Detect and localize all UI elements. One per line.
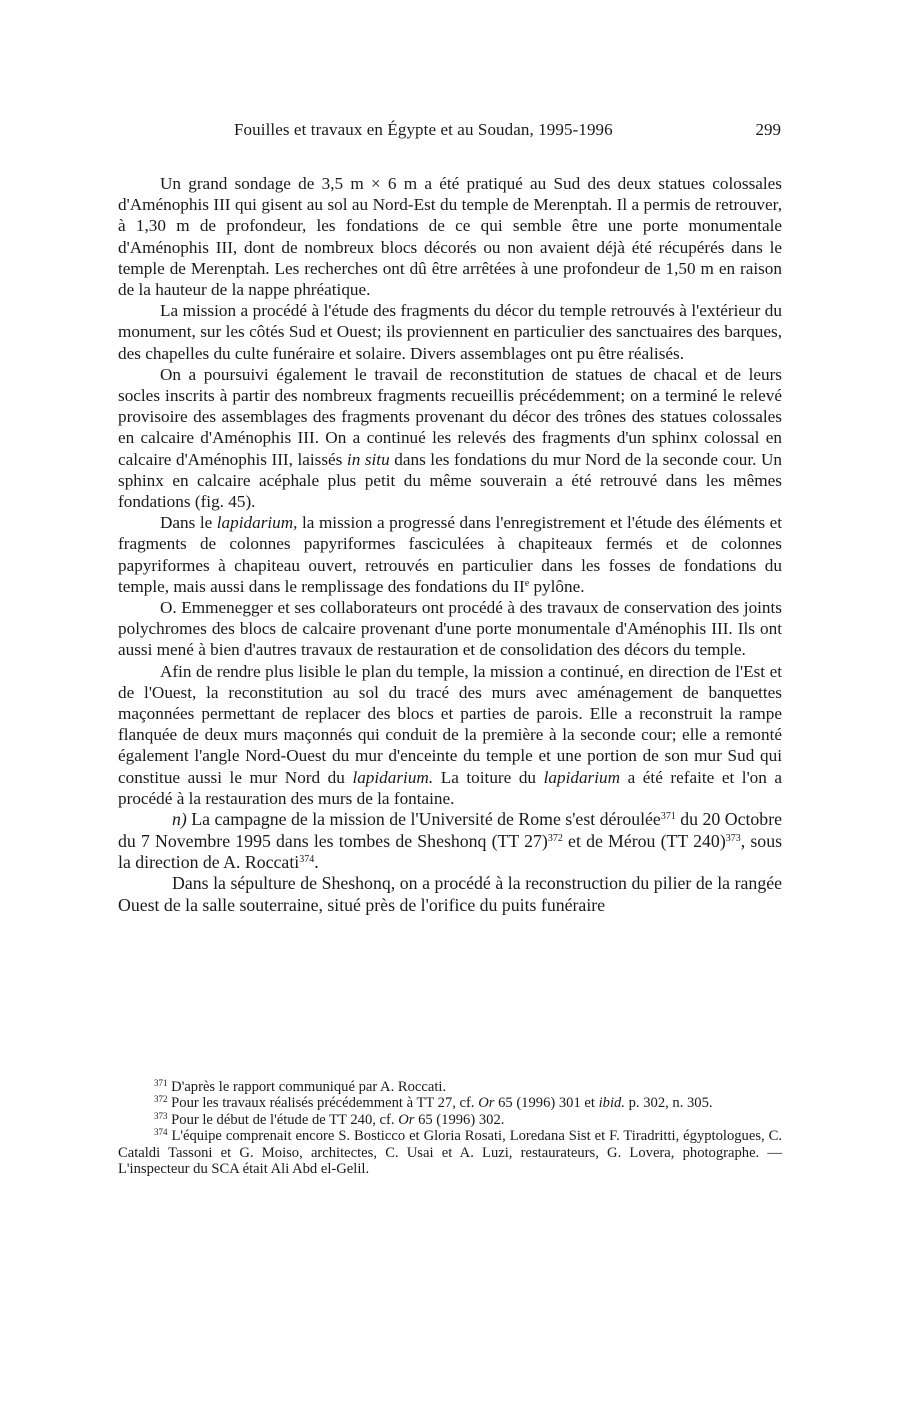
paragraph-8: Dans la sépulture de Sheshonq, on a procédé à la reconstruction du pilier de la rangée Ouest de la salle souterraine, situé près de l'orifice du puits funéraire (118, 873, 782, 915)
running-title: Fouilles et travaux en Égypte et au Soudan, 1995-1996 (234, 120, 613, 139)
footnote-number: 373 (154, 1110, 168, 1121)
paragraph-3 (118, 364, 782, 512)
section-label: n) (172, 809, 187, 830)
footnote-ref-371[interactable]: 371 (660, 811, 676, 823)
paragraph-7-text-e: . (314, 851, 319, 872)
footnote-374 (118, 1128, 782, 1177)
paragraph-5: O. Emmenegger et ses collaborateurs ont procédé à des travaux de conservation des joints polychromes des blocs de calcaire provenant d'une porte monumentale d'Aménophis III. Ils ont aussi mené à bien d'autres travaux de restauration et de consolidation des décors du temple. (118, 598, 782, 660)
footnote-italic: Or (478, 1095, 495, 1112)
paragraph-4-superscript: e (524, 577, 530, 589)
footnote-italic: Or (398, 1111, 415, 1128)
footnote-text: L'équipe comprenait encore S. Bosticco et Gloria Rosati, Loredana Sist et F. Tiradritti, égyptologues, C. Cataldi Tassoni et G. Moiso, architectes, C. Usai et A. Luzi, restaurateurs, G. Lovera, photographe. — L'inspecteur du SCA était Ali Abd el-Gelil. (118, 1128, 782, 1178)
footnote-text: Pour les travaux réalisés précédemment à TT 27, cf. (171, 1095, 475, 1112)
paragraph-4 (118, 512, 782, 597)
paragraph-4-text-a: Dans le (160, 513, 213, 533)
footnote-text: p. 302, n. 305. (628, 1095, 713, 1112)
footnotes (118, 1079, 782, 1177)
paragraph-4-text-b: la mission a progressé dans l'enregistrement et l'étude des éléments et fragments de colonnes papyriformes fasciculées à chapiteaux fermés et de colonnes papyriformes à chapiteau ouvert, retrouvés en particulier dans les fosses de fondations du temple, mais aussi dans le remplissage des fondations du II (118, 513, 783, 596)
running-head (118, 118, 786, 142)
paragraph-7 (118, 809, 782, 873)
footnote-371 (118, 1079, 782, 1095)
paragraph-6-italic-1: lapidarium. (352, 767, 434, 787)
footnote-text: Pour le début de l'étude de TT 240, cf. (171, 1111, 395, 1128)
page-number: 299 (755, 120, 781, 139)
footnote-text: 65 (1996) 301 et (498, 1095, 595, 1112)
paragraph-1: Un grand sondage de 3,5 m × 6 m a été pratiqué au Sud des deux statues colossales d'Aménophis III qui gisent au sol au Nord-Est du temple de Merenptah. Il a permis de retrouver, à 1,30 m de profondeur, les fondations de ce qui semble être une porte monumentale d'Aménophis III, dont de nombreux blocs décorés ou non avaient déjà été récupérés dans le temple de Merenptah. Les recherches ont dû être arrêtées à une profondeur de 1,50 m en raison de la hauteur de la nappe phréatique. (118, 174, 782, 300)
main-text (118, 173, 782, 916)
paragraph-6-text-c: a été refaite et l'on a procédé à la restauration des murs de la fontaine. (118, 767, 783, 808)
footnote-number: 372 (154, 1094, 168, 1105)
paragraph-7-text-b: du 20 Octobre du 7 Novembre 1995 dans les tombes de Sheshonq (TT 27) (118, 809, 783, 851)
paragraph-4-italic: lapidarium, (216, 513, 298, 533)
footnote-ref-372[interactable]: 372 (547, 832, 563, 844)
paragraph-7-text-a: La campagne de la mission de l'Université de Rome s'est déroulée (191, 809, 661, 830)
footnote-text: 65 (1996) 302. (418, 1111, 505, 1128)
footnote-italic: ibid. (598, 1095, 625, 1112)
paragraph-4-text-c: pylône. (533, 576, 585, 596)
paragraph-6-italic-2: lapidarium (543, 767, 621, 787)
paragraph-6-text-b: La toiture du (440, 767, 537, 787)
footnote-number: 371 (154, 1078, 168, 1088)
paragraph-6-text-a: Afin de rendre plus lisible le plan du temple, la mission a continué, en direction de l'Est et de l'Ouest, la reconstitution au sol du tracé des murs avec aménagement de banquettes maçonnées permettant de replacer des blocs et parties de parois. Elle a reconstruit la rampe flanquée de deux murs maçonnés qui conduit de la première à la seconde cour; elle a remonté également l'angle Nord-Ouest du mur d'enceinte du temple et une portion de son mur Sud qui constitue aussi le mur Nord du (118, 661, 782, 787)
paragraph-3-text-b: dans les fondations du mur Nord de la seconde cour. Un sphinx en calcaire acéphale plus petit du même souverain a été retrouvé dans les mêmes fondations (fig. 45). (118, 449, 783, 512)
footnote-ref-374[interactable]: 374 (299, 853, 315, 865)
paragraph-6 (118, 661, 782, 809)
footnote-373 (118, 1112, 782, 1128)
paragraph-7-text-c: et de Mérou (TT 240) (568, 830, 726, 851)
paragraph-2: La mission a procédé à l'étude des fragments du décor du temple retrouvés à l'extérieur du monument, sur les côtés Sud et Ouest; ils proviennent en particulier des sanctuaires des barques, des chapelles du culte funéraire et solaire. Divers assemblages ont pu être réalisés. (118, 301, 782, 363)
paragraph-3-text-a: On a poursuivi également le travail de reconstitution de statues de chacal et de leurs socles inscrits à partir des nombreux fragments recueillis précédemment; on a terminé le relevé provisoire des assemblages des fragments provenant du décor des trônes des statues colossales en calcaire d'Aménophis III. On a continué les relevés des fragments d'un sphinx colossal en calcaire d'Aménophis III, laissés (118, 364, 782, 469)
footnote-text: D'après le rapport communiqué par A. Roccati. (171, 1079, 447, 1095)
footnote-372 (118, 1095, 782, 1111)
footnote-ref-373[interactable]: 373 (725, 832, 741, 844)
paragraph-3-italic: in situ (346, 449, 390, 469)
footnote-number: 374 (154, 1127, 168, 1138)
paragraph-7-text-d: , sous la direction de A. Roccati (118, 830, 783, 872)
